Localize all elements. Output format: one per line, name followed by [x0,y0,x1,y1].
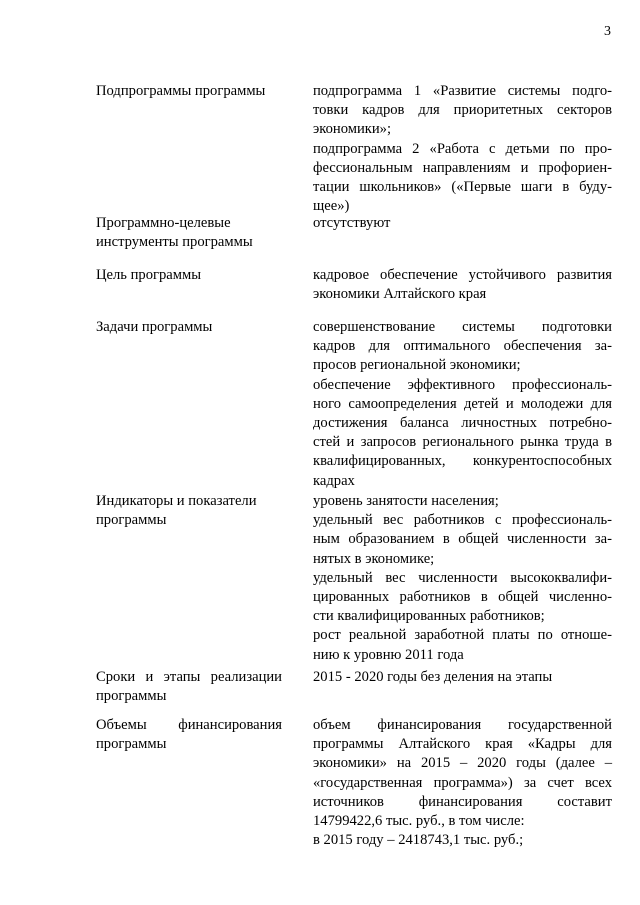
content-line: сти квалифицированных работников; [313,608,545,625]
content-line: 2015 - 2020 годы без деления на этапы [313,669,553,685]
content-line: достижения баланса личностных потребно- [313,415,612,432]
row-label-line: Цель программы [96,267,202,283]
content-line: в 2015 году – 2418743,1 тыс. руб.; [313,832,524,849]
content-line: кадрах [313,472,355,489]
row-label-line: Подпрограммы программы [96,83,266,99]
row-label-line: Задачи программы [96,319,213,335]
content-line: удельный вес численности высококвалифи- [313,569,612,586]
content-line: обеспечение эффективного профессиональ- [313,376,612,393]
content-line: ным образованием в общей численности за- [313,531,612,548]
content-line: фессиональным направлениям и профориен- [313,159,612,176]
content-line: совершенствование системы подготовки [313,319,612,335]
row-label-line: Индикаторы и показатели [96,493,257,509]
content-line: 14799422,6 тыс. руб., в том числе: [313,813,525,830]
content-line: подпрограмма 1 «Развитие системы подго- [313,83,612,99]
content-line: отсутствуют [313,215,391,231]
row-content [313,82,612,216]
row-label-line: Программно-целевые [96,215,231,231]
content-line: объем финансирования государственной [313,717,612,733]
content-line: цированных работников в общей численно- [313,589,612,606]
content-line: источников финансирования составит [313,793,612,810]
row-label-line: программы [96,688,167,705]
content-line: ного самоопределения детей и молодежи для [313,395,612,412]
row-content [313,668,612,687]
content-line: уровень занятости населения; [313,493,499,509]
row-label [96,266,282,285]
row-content [313,266,612,304]
content-line: тации школьников» («Первые шаги в буду- [313,179,612,196]
content-line: кадровое обеспечение устойчивого развития [313,267,612,283]
content-line: нию к уровню 2011 года [313,646,464,663]
row-content [313,214,612,233]
content-line: «государственная программа») за счет всех [313,774,612,791]
content-line: экономики» на 2015 – 2020 годы (далее – [313,755,612,772]
content-line: рост реальной заработной платы по отноше- [313,627,612,644]
content-line: кадров для оптимального обеспечения за- [313,338,612,355]
content-line: нятых в экономике; [313,550,435,567]
row-label [96,214,282,252]
row-label [96,668,282,706]
content-line: товки кадров для приоритетных секторов [313,102,612,119]
row-content [313,492,612,665]
content-line: просов региональной экономики; [313,357,521,374]
content-line: подпрограмма 2 «Работа с детьми по про- [313,140,612,157]
row-label-line: инструменты программы [96,234,253,251]
row-label [96,82,282,101]
content-line: экономики»; [313,121,392,138]
page-number: 3 [604,24,611,39]
row-label-line: Объемы финансирования [96,717,282,733]
row-label [96,492,282,530]
row-label-line: программы [96,736,167,753]
content-line: стей и запросов регионального рынка труда в [313,434,612,451]
row-label [96,318,282,337]
row-label-line: программы [96,512,167,529]
row-content [313,716,612,850]
content-line: удельный вес работников с профессиональ- [313,512,612,529]
content-line: щее») [313,198,350,215]
content-line: программы Алтайского края «Кадры для [313,736,612,753]
content-line: квалифицированных, конкурентоспособных [313,453,612,470]
content-line: экономики Алтайского края [313,286,487,303]
row-content [313,318,612,491]
row-label [96,716,282,754]
row-label-line: Сроки и этапы реализации [96,669,282,685]
